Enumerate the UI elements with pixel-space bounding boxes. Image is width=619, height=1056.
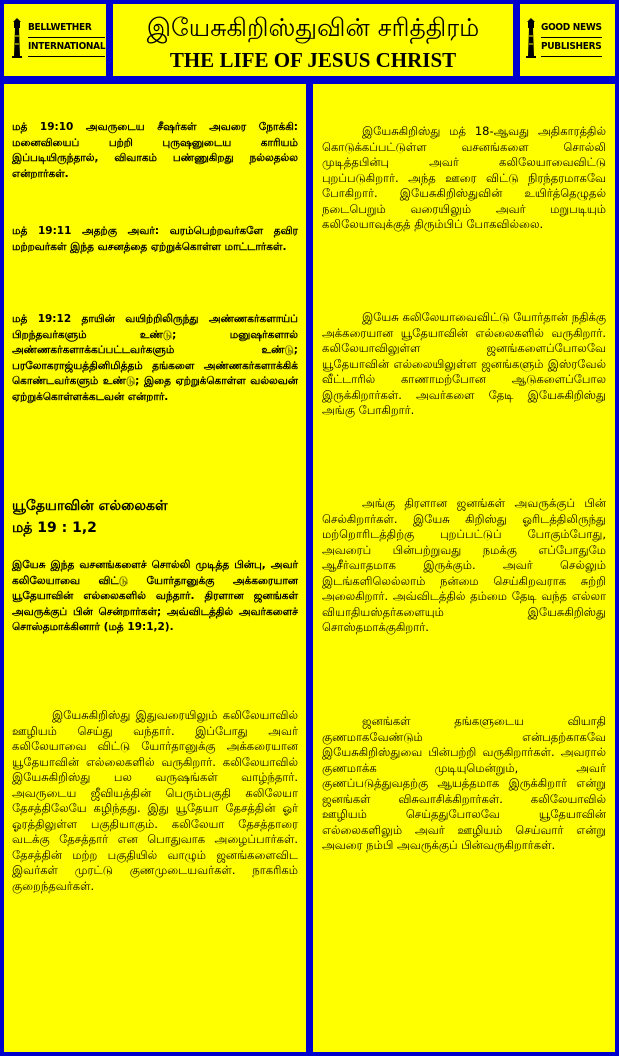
left-verse-19-12: மத் 19:12 தாயின் வயிற்றிலிருந்து அண்ணகர்களாய்ப் பிறந்தவர்களும் உண்டு; மனுஷர்களால் அண்ணகர்களாக்கப்பட்டவர்களும் உண்டு; பரலோகராஜ்யத்தினிமித்தம் தங்களை அண்ணகர்களாக்கிக் கொண்டவர்களும் உண்டு; இதை ஏற்றுக்கொள்ள வல்லவன் ஏற்றுக்கொள்ளக்கடவன் என்றார். bbox=[12, 313, 298, 403]
left-verse-19-10: மத் 19:10 அவருடைய சீஷர்கள் அவரை நோக்கி: மனைவியைப் பற்றி புருஷனுடைய காரியம் இப்படியிருந்தால், விவாகம் பண்ணுகிறது நல்லதல்ல என்றார்கள். bbox=[12, 121, 298, 180]
title-tamil: இயேசுகிறிஸ்துவின் சரித்திரம் bbox=[146, 13, 480, 42]
logo-right-line1: GOOD NEWS bbox=[541, 19, 602, 38]
left-passage: இயேசு இந்த வசனங்களைச் சொல்லி முடித்த பின்பு, அவர் கலிலேயாவை விட்டு யோர்தானுக்கு அக்கரையான யூதேயாவின் எல்லைகளில் வந்தார். திரளான ஜனங்கள் அவருக்குப் பின் சென்றார்கள்; அவ்விடத்தில் அவர்களைச் சொஸ்தமாக்கினார் (மத் 19:1,2). bbox=[12, 559, 298, 633]
section-heading: யூதேயாவின் எல்லைகள் bbox=[12, 498, 168, 514]
left-column bbox=[4, 84, 306, 1052]
section-reference: மத் 19 : 1,2 bbox=[12, 520, 97, 536]
bellwether-logo bbox=[10, 18, 105, 58]
logo-left-line2: INTERNATIONAL bbox=[28, 38, 105, 57]
left-verse-19-11: மத் 19:11 அதற்கு அவர்: வரம்பெற்றவர்களே தவிர மற்றவர்கள் இந்த வசனத்தை ஏற்றுக்கொள்ள மாட்டார்கள். bbox=[12, 225, 298, 253]
lighthouse-icon bbox=[524, 18, 538, 58]
right-column bbox=[313, 84, 615, 1052]
logo-left-line1: BELLWETHER bbox=[28, 19, 105, 38]
header-title-panel bbox=[113, 4, 513, 76]
right-paragraph-4: ஜனங்கள் தங்களுடைய வியாதி குணமாகவேண்டும் என்பதற்காகவே இயேசுகிறிஸ்துவை பின்பற்றி வருகிறார்கள். அவரால் குணமாக்க முடியுமென்றும், அவர் குணப்படுத்துவதற்கு ஆயத்தமாக இருக்கிறார் என்று ஜனங்கள் விசுவாசிக்கிறார்கள். கலிலேயாவில் ஊழியம் செய்ததுபோலவே யூதேயாவின் எல்லைகளிலும் அவர் ஊழியம் செய்வார் என்று அவரை நம்பி அவருக்குப் பின்வருகிறார்கள். bbox=[322, 714, 606, 852]
header-right-logo-panel bbox=[520, 4, 615, 76]
header-left-logo-panel bbox=[4, 4, 106, 76]
lighthouse-icon bbox=[10, 18, 24, 58]
good-news-logo bbox=[524, 18, 602, 58]
right-paragraph-3: அங்கு திரளான ஜனங்கள் அவருக்குப் பின் செல்கிறார்கள். இயேசு கிறிஸ்து ஓரிடத்திலிருந்து மற்றொரிடத்திற்கு புறப்பட்டுப் போகும்போது, அவரைப் பின்பற்றுவது நமக்கு எப்போதுமே ஆசீர்வாதமாக இருக்கும். அவர் செல்லும் இடங்களிலெல்லாம் நன்மை செய்கிறவராக சுற்றி அலைகிறார். அவ்விடத்தில் தம்மை தேடி வந்த எல்லா வியாதியஸ்தர்களையும் இயேசுகிறிஸ்து சொஸ்தமாக்குகிறார். bbox=[322, 496, 606, 634]
title-english: THE LIFE OF JESUS CHRIST bbox=[169, 48, 457, 72]
right-paragraph-2: இயேசு கலிலேயாவைவிட்டு யோர்தான் நதிக்கு அக்கரையான யூதேயாவின் எல்லைகளில் வருகிறார். கலிலேயாவிலுள்ள ஜனங்களைப்போலவே யூதேயாவின் எல்லையிலுள்ள ஜனங்களும் இஸ்ரவேல் வீட்டாரில் காணாமற்போன ஆடுகளைப்போல இருக்கிறார்கள். அவர்களை தேடி இயேசுகிறிஸ்து அங்கு போகிறார். bbox=[322, 310, 606, 417]
logo-right-line2: PUBLISHERS bbox=[541, 38, 602, 57]
right-paragraph-1: இயேசுகிறிஸ்து மத் 18-ஆவது அதிகாரத்தில் கொடுக்கப்பட்டுள்ள வசனங்களை சொல்லி முடித்தபின்பு அவர் கலிலேயாவைவிட்டு புறப்படுகிறார். அந்த ஊரை விட்டு நிரந்தரமாகவே போகிறார். இயேசுகிறிஸ்துவின் உயிர்த்தெழுதல் நடைபெறும் வரையிலும் அவர் மறுபடியும் கலிலேயாவுக்குத் திரும்பிப் போகவில்லை. bbox=[322, 124, 606, 231]
left-commentary: இயேசுகிறிஸ்து இதுவரையிலும் கலிலேயாவில் ஊழியம் செய்து வந்தார். இப்போது அவர் கலிலேயாவை விட்டு யோர்தானுக்கு அக்கரையான யூதேயாவின் எல்லைகளில் வருகிறார். கலிலேயாவில் இயேசுகிறிஸ்து பல வருஷங்கள் வாழ்ந்தார். அவருடைய ஜீவியத்தின் பெரும்பகுதி கலிலேயா தேசத்திலேயே கழிந்தது. இது யூதேயா தேசத்தின் ஓர் ஓரத்திலுள்ள பகுதியாகும். கலிலேயா தேசத்தாரை வடக்கு தேசத்தார் என பொதுவாக அழைப்பார்கள். தேசத்தின் மற்ற பகுதியில் வாழும் ஜனங்களைவிட இவர்கள் முரட்டு குணமுடையவர்கள். நாகரிகம் குறைந்தவர்கள். bbox=[12, 708, 298, 893]
